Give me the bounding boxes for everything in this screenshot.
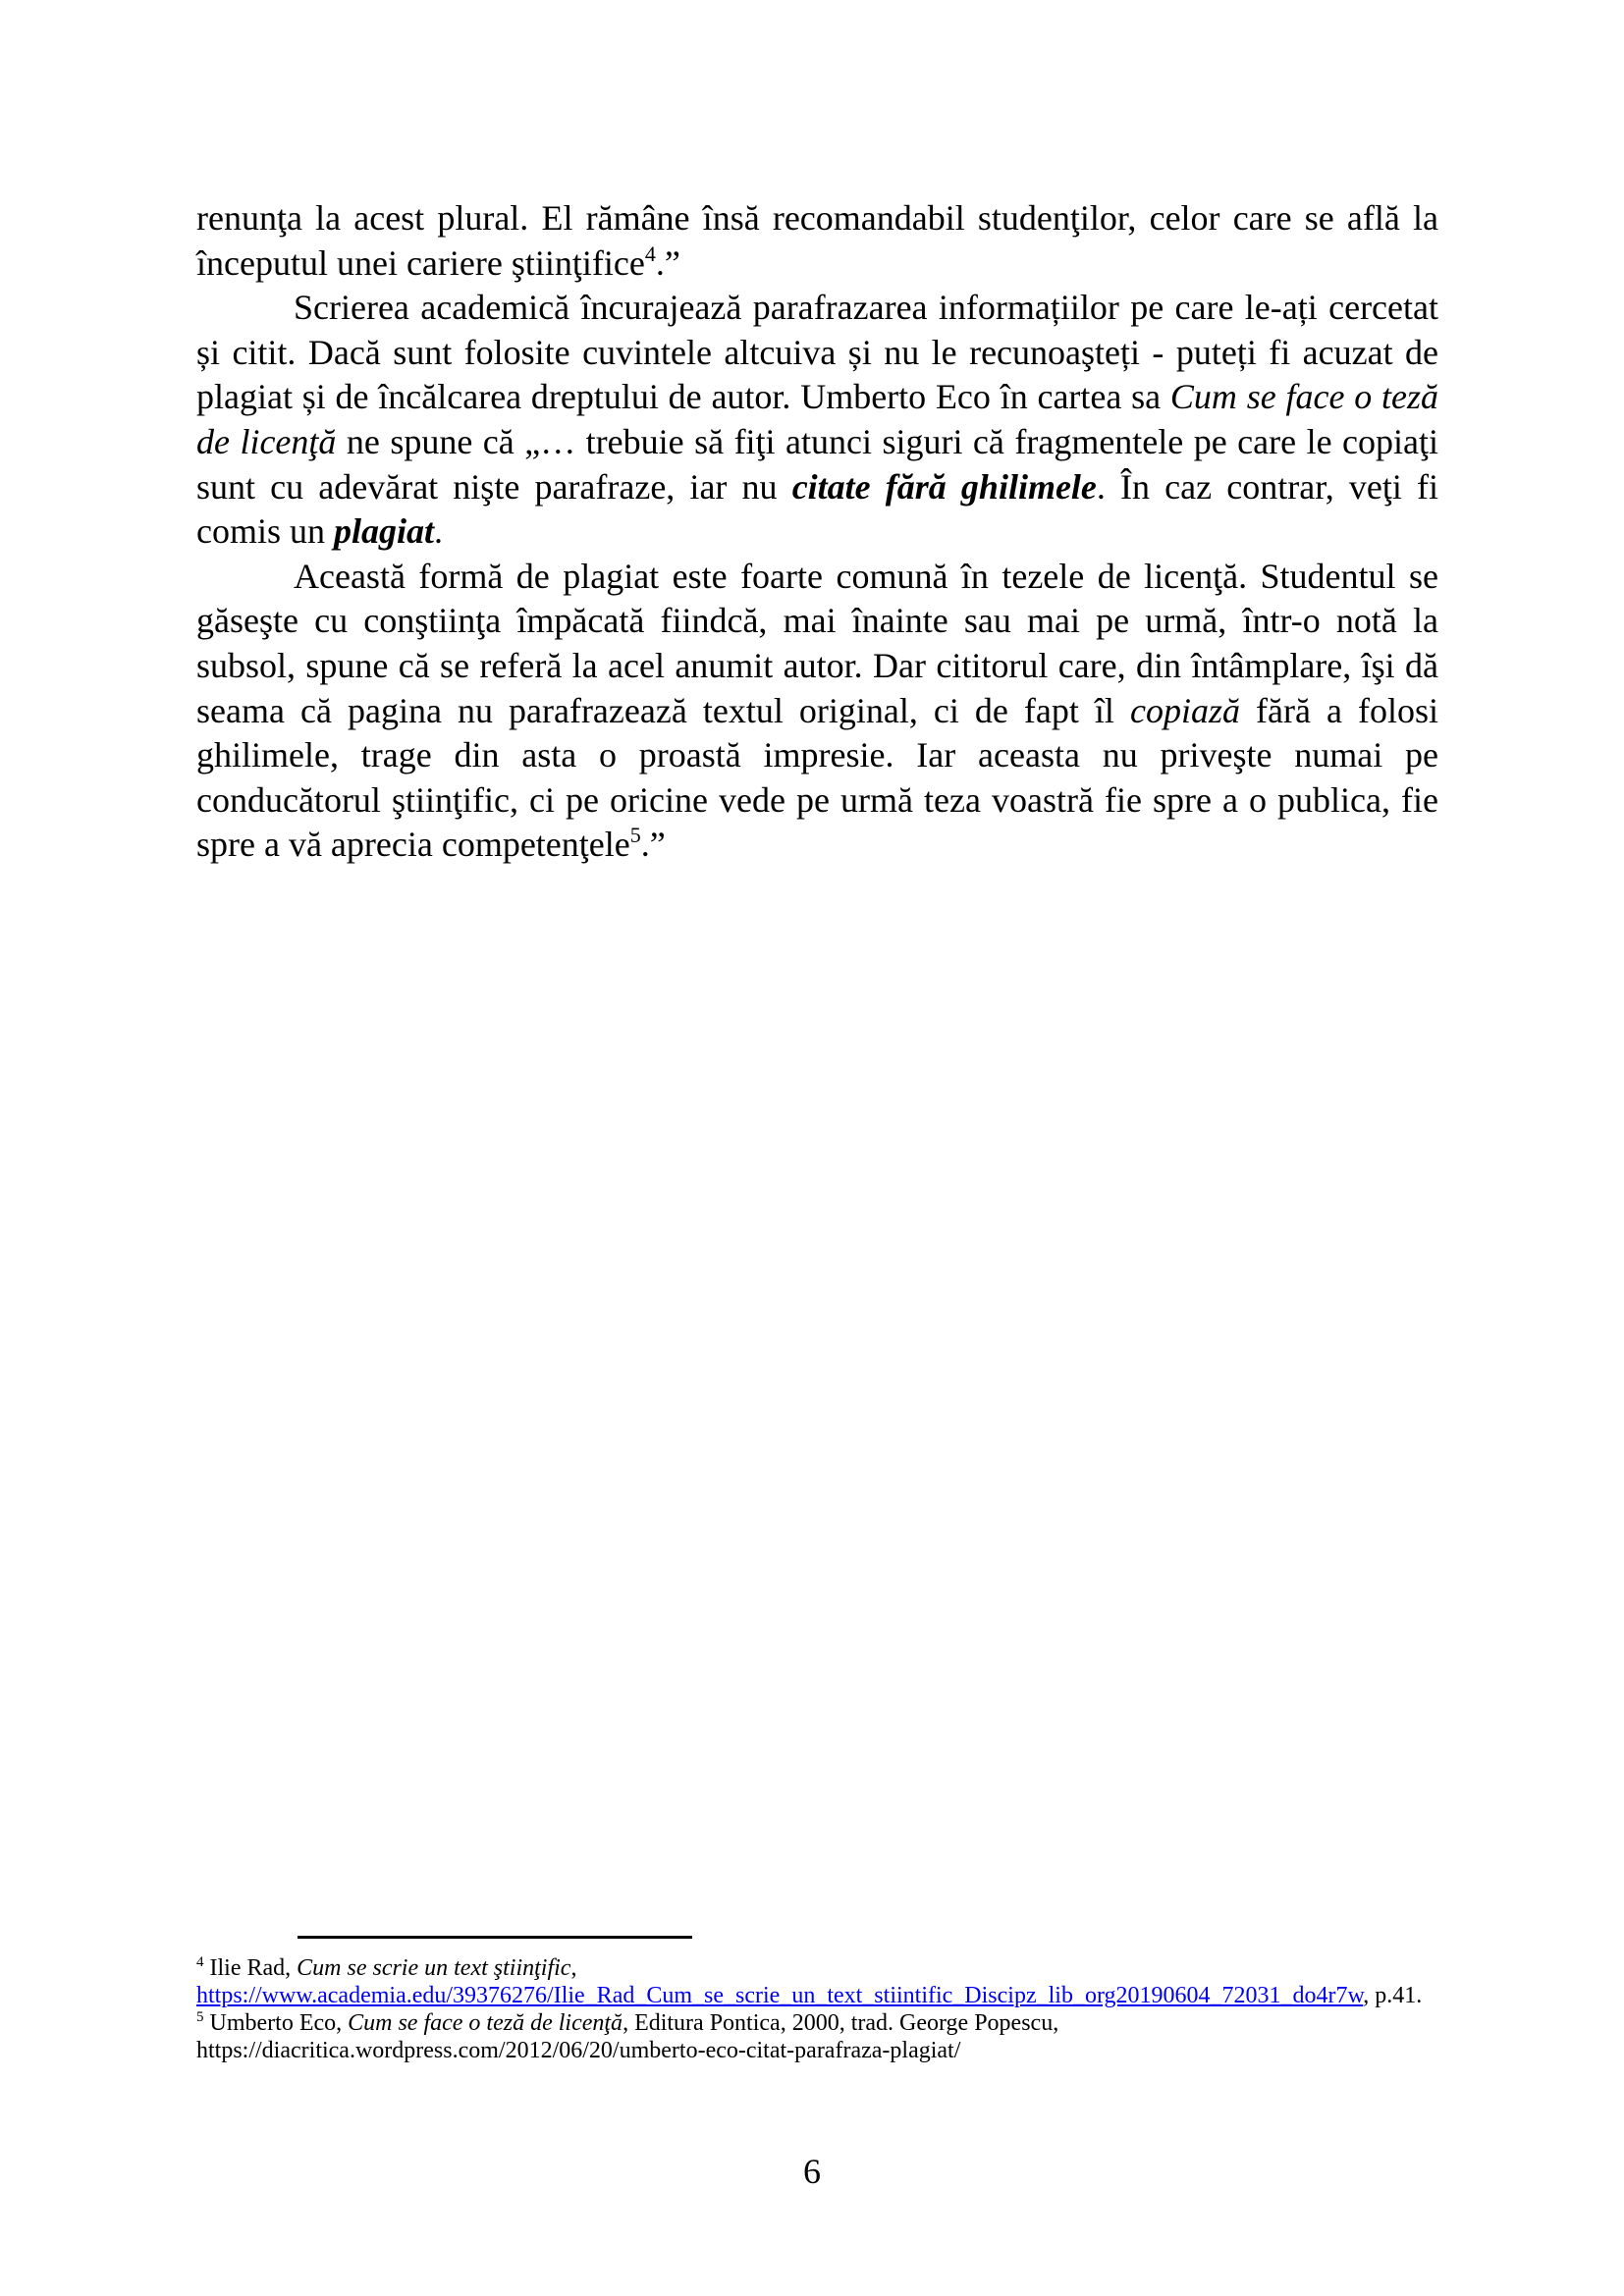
footnotes (196, 1954, 1438, 2064)
emphasis-citate-fara-ghilimele: citate fără ghilimele (791, 466, 1097, 507)
body-text (196, 196, 1438, 868)
paragraph-2-text-b: ne spune că „… trebuie să fiţi atunci siguri că fragmentele pe care le copiaţi sunt cu adevărat nişte parafraze, iar nu (196, 421, 1438, 507)
paragraph-3-tail: .” (640, 825, 666, 865)
paragraph-1-text: renunţa la acest plural. El rămâne însă recomandabil studenţilor, celor care se află la începutul unei cariere ştiinţifice (196, 198, 1438, 283)
footnote-ref-4[interactable]: 4 (644, 240, 656, 266)
footnote-5-title: Cum se face o teză de licenţă (348, 2010, 623, 2036)
footnote-4-number: 4 (196, 1954, 204, 1970)
paragraph-2 (196, 286, 1438, 555)
paragraph-2-text-c: . În caz contrar, veţi fi comis un (196, 466, 1439, 552)
paragraph-2-text-a: Scrierea academică încurajează parafrazarea informațiilor pe care le-ați cercetat și citit. Dacă sunt folosite cuvintele altcuiva și nu le recunoaşteți - puteți fi acuzat de plagiat și de încălcarea dreptului de autor. Umberto Eco în cartea sa (196, 288, 1438, 417)
paragraph-1-tail: .” (655, 242, 680, 283)
footnote-4-author: Ilie Rad, (203, 1955, 298, 1981)
footnote-4 (196, 1954, 1438, 2009)
footnote-5-number: 5 (196, 2009, 204, 2025)
paragraph-3-text-a: Această formă de plagiat este foarte comună în tezele de licenţă. Studentul se găseşte cu conştiinţa împăcată fiindcă, mai înainte sau mai pe urmă, într-o notă la subsol, spune că se referă la acel anumit autor. Dar cititorul care, din întâmplare, îşi dă seama că pagina nu parafrazează textul original, ci de fapt îl (196, 556, 1438, 730)
footnote-5-rest: , Editura Pontica, 2000, trad. George Popescu, https://diacritica.wordpress.com/2012/06/20/umberto-eco-citat-parafraza-plagiat/ (196, 2010, 1059, 2063)
footnote-separator (298, 1936, 692, 1939)
page-number: 6 (803, 2152, 821, 2191)
footnote-4-link[interactable]: https://www.academia.edu/39376276/Ilie_Rad_Cum_se_scrie_un_text_stiintific_Discipz_lib_org20190604_72031_do4r7w (196, 1983, 1364, 2008)
paragraph-1 (196, 196, 1438, 286)
paragraph-3-text-b: fără a folosi ghilimele, trage din asta o proastă impresie. Iar aceasta nu priveşte numai pe conducătorul ştiinţific, ci pe oricine vede pe urmă teza voastră fie spre a o publica, fie spre a vă aprecia competenţele (196, 690, 1438, 865)
paragraph-3 (196, 555, 1438, 868)
footnote-ref-5[interactable]: 5 (629, 823, 641, 848)
footnote-5-author: Umberto Eco, (203, 2010, 349, 2036)
paragraph-2-text-d: . (434, 511, 444, 552)
footnote-4-page: , p.41. (1363, 1983, 1423, 2008)
book-title: Cum se face o teză de licenţă (196, 377, 1438, 461)
emphasis-plagiat: plagiat (334, 511, 435, 552)
footnote-4-separator: , (570, 1955, 577, 1981)
italic-copiaza: copiază (1129, 690, 1240, 730)
footnote-4-title: Cum se scrie un text ştiinţific (297, 1955, 571, 1981)
footnote-5 (196, 2009, 1438, 2064)
